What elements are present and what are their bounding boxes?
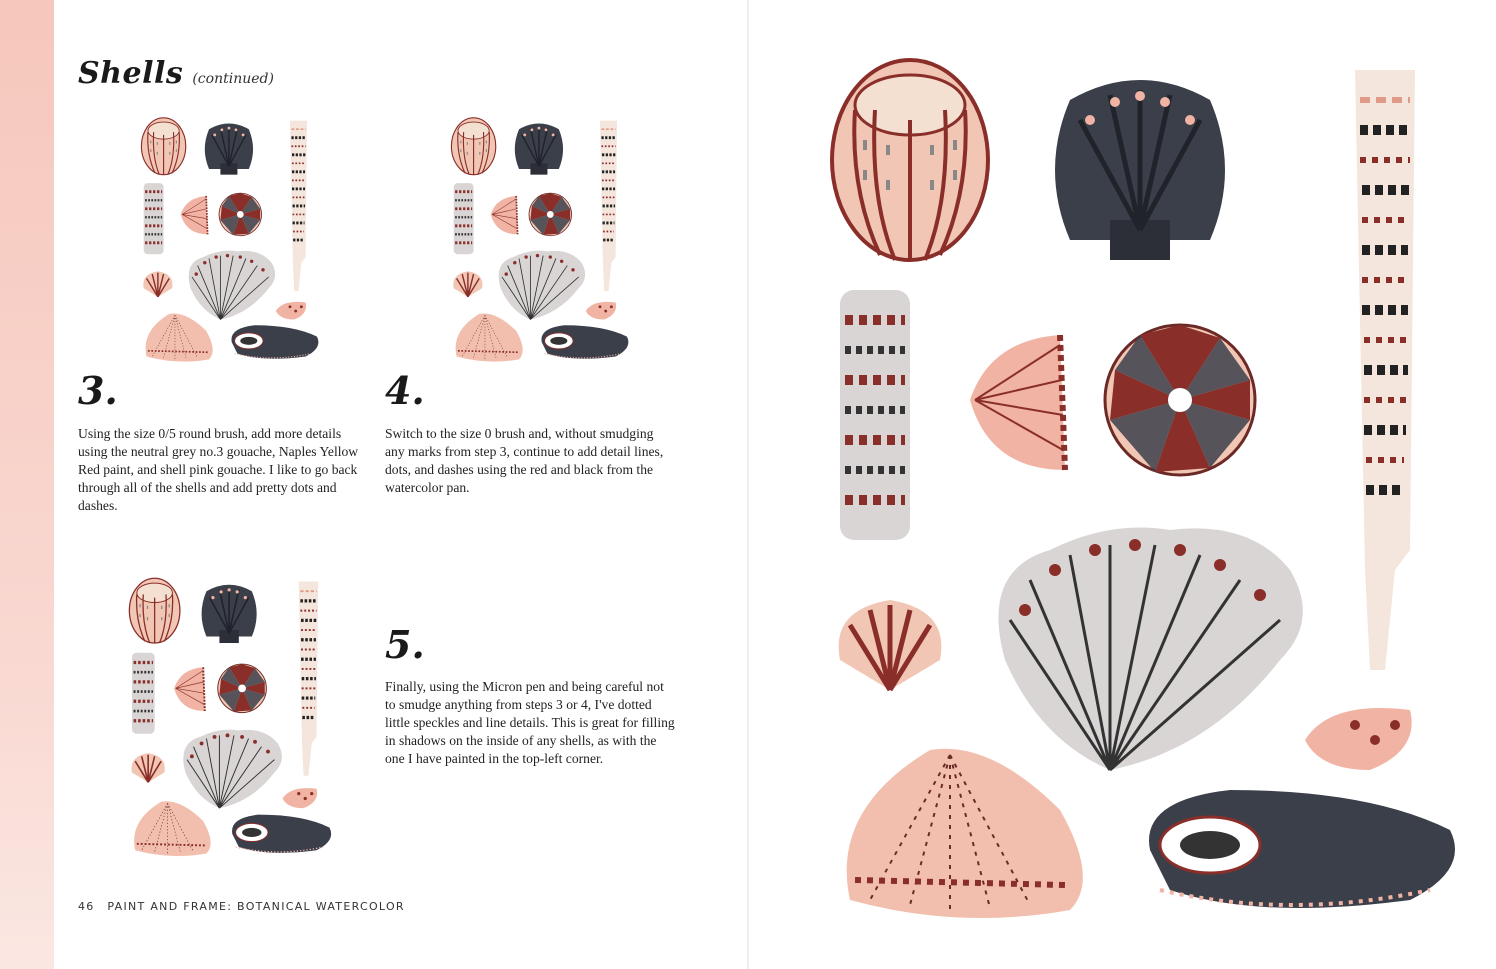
page-footer (78, 900, 405, 913)
step-4-number: 4. (385, 368, 425, 413)
shells-painting-large (800, 50, 1470, 930)
step-4-text: Switch to the size 0 brush and, without smudging any marks from step 3, continue to add detail lines, dots, and dashes using the red and black from the watercolor pan. (385, 426, 664, 495)
title-main: Shells (78, 56, 184, 91)
pink-edge-strip (0, 0, 54, 969)
footer-book-title: PAINT AND FRAME: BOTANICAL WATERCOLOR (107, 900, 405, 913)
step-3-text: Using the size 0/5 round brush, add more details using the neutral grey no.3 gouache, Naples Yellow Red paint, and shell pink gouache. I like to go back through all of the shells and add pretty dots and dashes. (78, 426, 359, 513)
page-title (78, 56, 274, 91)
footer-page-number: 46 (78, 900, 95, 913)
title-sub: (continued) (192, 71, 274, 87)
step-5-illustration (120, 575, 335, 860)
step-5-text: Finally, using the Micron pen and being careful not to smudge anything from steps 3 or 4, I've dotted little speckles and line details. This is great for filling in shadows on the inside of any shells, as with the one I have painted in the top-left corner. (385, 679, 675, 766)
step-3-number: 3. (78, 368, 118, 413)
step-3-illustration (120, 115, 335, 365)
step-4-illustration (430, 115, 645, 365)
step-5-number: 5. (385, 622, 425, 667)
page-gutter (747, 0, 749, 969)
